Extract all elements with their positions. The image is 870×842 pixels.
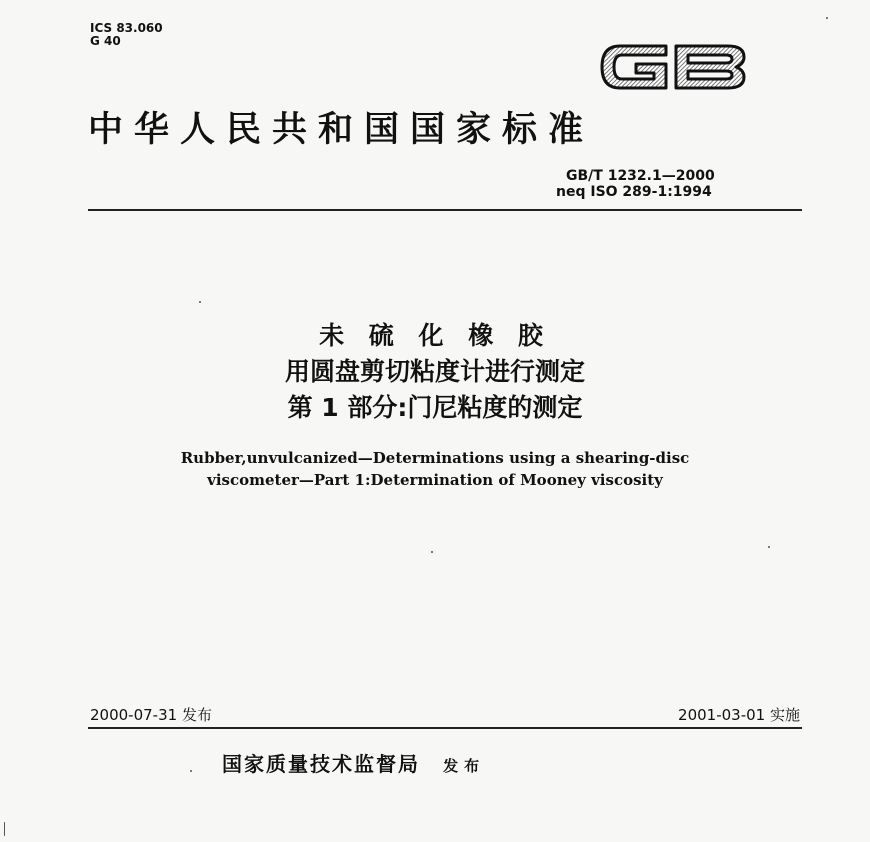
issue-date: 2000-07-31 发布 — [90, 706, 212, 724]
chinese-title — [0, 318, 870, 426]
chinese-title-line-3: 第 1 部分:门尼粘度的测定 — [287, 393, 583, 422]
bottom-divider — [88, 727, 802, 729]
ics-number: ICS 83.060 — [90, 21, 163, 35]
implementation-date: 2001-03-01 实施 — [678, 706, 800, 724]
publisher-organization: 国家质量技术监督局 — [222, 752, 420, 776]
top-divider — [88, 209, 802, 211]
english-title — [0, 447, 870, 491]
ics-code-block — [90, 22, 163, 48]
scan-speck — [768, 546, 770, 548]
english-title-line-2: viscometer—Part 1:Determination of Mooney viscosity — [207, 471, 663, 489]
english-title-line-1: Rubber,unvulcanized—Determinations using a shearing-disc — [180, 449, 690, 467]
scan-speck — [826, 17, 828, 19]
chinese-title-line-2: 用圆盘剪切粘度计进行测定 — [284, 357, 585, 386]
classification-code: G 40 — [90, 34, 121, 48]
standard-number-block — [556, 168, 715, 200]
publisher-line — [222, 751, 485, 779]
scan-speck — [190, 770, 192, 772]
standard-number: GB/T 1232.1—2000 — [566, 168, 715, 184]
scan-speck — [199, 301, 201, 303]
gb-logo — [596, 40, 750, 94]
publish-action: 发布 — [443, 757, 486, 775]
equivalent-iso-number: neq ISO 289-1:1994 — [556, 184, 712, 200]
national-standard-title: 中华人民共和国国家标准 — [88, 109, 595, 150]
chinese-title-line-1: 未 硫 化 橡 胶 — [319, 321, 551, 350]
scan-speck — [4, 822, 5, 836]
scan-speck — [431, 551, 433, 553]
